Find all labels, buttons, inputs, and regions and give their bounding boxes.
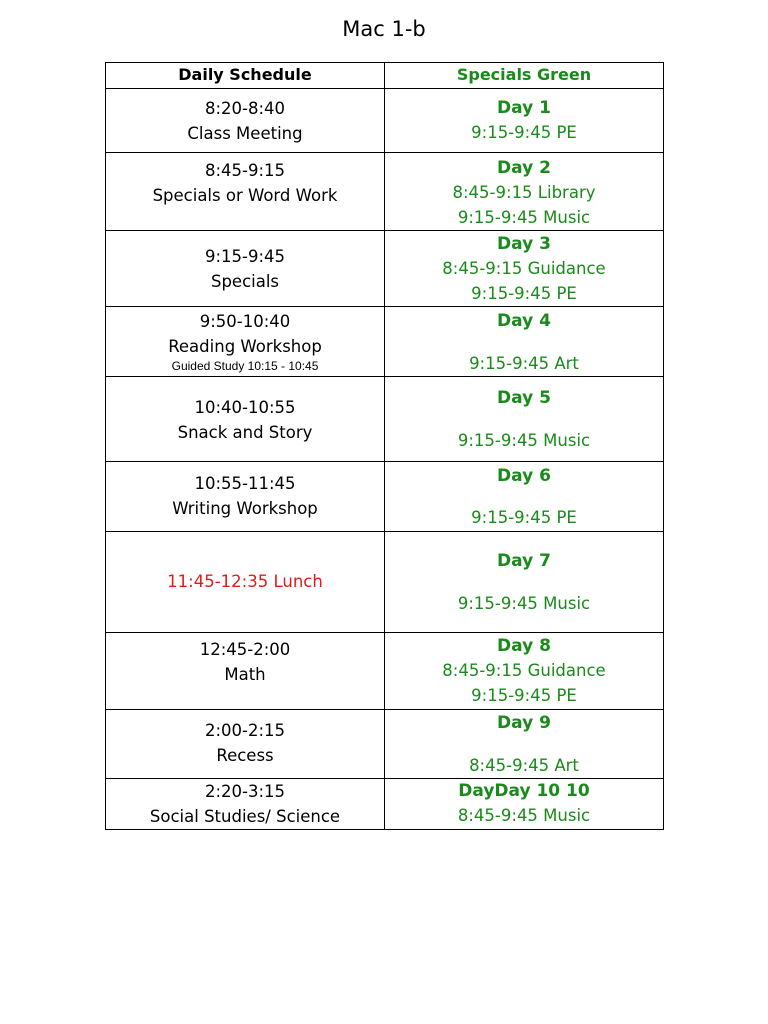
table-row (106, 462, 664, 532)
time-text: 10:40-10:55 (194, 398, 296, 417)
day-label: Day 8 (497, 636, 551, 656)
specials-cell (385, 231, 664, 307)
lunch-cell (106, 532, 385, 633)
day-label: Day 4 (497, 311, 551, 331)
time-text: 9:15-9:45 (204, 247, 286, 266)
time-text: 8:45-9:15 (204, 161, 286, 180)
special-text: 9:15-9:45 PE (471, 284, 577, 303)
day-label: DayDay 10 10 (458, 781, 590, 801)
time-text: 8:20-8:40 (204, 99, 286, 118)
specials-cell (385, 633, 664, 710)
activity-text: Specials or Word Work (152, 186, 338, 205)
table-row (106, 153, 664, 231)
schedule-cell (106, 89, 385, 153)
special-text: 8:45-9:15 Guidance (442, 259, 606, 278)
special-text: 9:15-9:45 PE (471, 123, 577, 142)
activity-text: Recess (216, 746, 274, 765)
specials-cell (385, 89, 664, 153)
header-cell-specials-green (385, 63, 664, 89)
lunch-text: 11:45-12:35 Lunch (167, 572, 323, 591)
activity-text: Specials (210, 272, 280, 291)
schedule-cell (106, 779, 385, 830)
time-text: 10:55-11:45 (194, 474, 296, 493)
special-text: 8:45-9:15 Library (452, 183, 596, 202)
table-row (106, 89, 664, 153)
page-title: Mac 1-b (342, 17, 426, 41)
activity-text: Class Meeting (187, 124, 303, 143)
header-daily-schedule: Daily Schedule (178, 65, 312, 84)
specials-cell (385, 710, 664, 779)
table-row (106, 231, 664, 307)
activity-text: Snack and Story (177, 423, 313, 442)
schedule-cell (106, 633, 385, 710)
day-label: Day 5 (497, 388, 551, 408)
special-text: 9:15-9:45 Music (457, 208, 591, 227)
table-row (106, 710, 664, 779)
schedule-cell (106, 710, 385, 779)
activity-text: Reading Workshop (168, 337, 322, 356)
time-text: 2:00-2:15 (204, 721, 286, 740)
activity-text: Social Studies/ Science (149, 807, 341, 826)
day-label: Day 2 (497, 158, 551, 178)
specials-cell (385, 462, 664, 532)
header-cell-daily-schedule (106, 63, 385, 89)
day-label: Day 3 (497, 234, 551, 254)
table-row (106, 633, 664, 710)
special-text: 9:15-9:45 PE (471, 686, 577, 705)
day-label: Day 6 (497, 466, 551, 486)
time-text: 2:20-3:15 (204, 782, 286, 801)
day-label: Day 1 (497, 98, 551, 118)
specials-cell (385, 377, 664, 462)
specials-cell (385, 532, 664, 633)
table-row (106, 779, 664, 830)
special-text: 9:15-9:45 PE (471, 508, 577, 527)
specials-cell (385, 153, 664, 231)
schedule-cell (106, 307, 385, 377)
time-text: 12:45-2:00 (199, 640, 291, 659)
table-row (106, 532, 664, 633)
special-text: 8:45-9:45 Art (469, 756, 579, 775)
time-text: 9:50-10:40 (199, 312, 291, 331)
schedule-cell (106, 231, 385, 307)
schedule-cell (106, 377, 385, 462)
table-row (106, 377, 664, 462)
special-text: 9:15-9:45 Music (457, 431, 591, 450)
schedule-table (105, 62, 664, 830)
guided-study-note: Guided Study 10:15 - 10:45 (171, 359, 319, 373)
table-row (106, 307, 664, 377)
activity-text: Math (224, 665, 266, 684)
special-text: 9:15-9:45 Art (469, 354, 579, 373)
activity-text: Writing Workshop (172, 499, 318, 518)
table-header-row (106, 63, 664, 89)
day-label: Day 7 (497, 551, 551, 571)
specials-cell (385, 779, 664, 830)
special-text: 9:15-9:45 Music (457, 594, 591, 613)
schedule-cell (106, 462, 385, 532)
special-text: 8:45-9:15 Guidance (442, 661, 606, 680)
header-specials-green: Specials Green (456, 65, 592, 84)
specials-cell (385, 307, 664, 377)
schedule-cell (106, 153, 385, 231)
day-label: Day 9 (497, 713, 551, 733)
special-text: 8:45-9:45 Music (457, 806, 591, 825)
